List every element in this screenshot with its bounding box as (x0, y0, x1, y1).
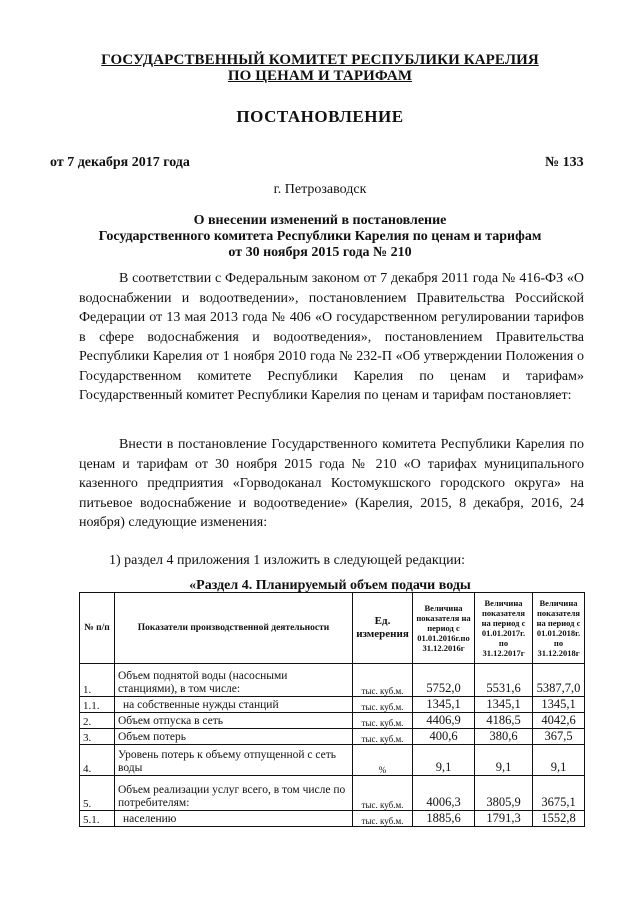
row-indicator: Объем поднятой воды (насосными станциями), в том числе: (115, 664, 353, 697)
row-no: 5.1. (80, 811, 115, 827)
document-number: № 133 (545, 155, 584, 170)
row-value-2016: 4406,9 (413, 713, 475, 729)
header-2016: Величина показателя на период с 01.01.2016г.по 31.12.2016г (413, 593, 475, 664)
row-value-2016: 4006,3 (413, 776, 475, 811)
row-value-2018: 1345,1 (533, 697, 585, 713)
row-unit: тыс. куб.м. (353, 811, 413, 827)
document-date: от 7 декабря 2017 года (50, 155, 190, 170)
row-no: 4. (80, 745, 115, 776)
table-row (80, 776, 585, 811)
row-no: 5. (80, 776, 115, 811)
amendment-item-1: 1) раздел 4 приложения 1 изложить в следующей редакции: (109, 553, 465, 568)
row-value-2016: 9,1 (413, 745, 475, 776)
row-indicator: Объем потерь (115, 729, 353, 745)
row-indicator: Уровень потерь к объему отпущенной с сеть воды (115, 745, 353, 776)
row-unit: тыс. куб.м. (353, 697, 413, 713)
row-value-2018: 3675,1 (533, 776, 585, 811)
row-unit: тыс. куб.м. (353, 776, 413, 811)
row-value-2017: 1791,3 (475, 811, 533, 827)
subject-line1: О внесении изменений в постановление (193, 213, 447, 228)
row-value-2018: 5387,7,0 (533, 664, 585, 697)
row-value-2017: 1345,1 (475, 697, 533, 713)
table-row (80, 697, 585, 713)
table-title: «Раздел 4. Планируемый объем подачи воды (189, 578, 471, 593)
row-value-2016: 5752,0 (413, 664, 475, 697)
organization-name-line2: ПО ЦЕНАМ И ТАРИФАМ (227, 68, 413, 84)
resolution-paragraph (79, 435, 584, 533)
row-value-2018: 9,1 (533, 745, 585, 776)
table-row (80, 811, 585, 827)
row-indicator: Объем отпуска в сеть (115, 713, 353, 729)
row-value-2017: 4186,5 (475, 713, 533, 729)
row-value-2018: 1552,8 (533, 811, 585, 827)
header-2017: Величина показателя на период с 01.01.2017г. по 31.12.2017г (475, 593, 533, 664)
row-no: 3. (80, 729, 115, 745)
row-indicator: населению (115, 811, 353, 827)
row-value-2017: 3805,9 (475, 776, 533, 811)
row-value-2016: 400,6 (413, 729, 475, 745)
row-no: 1. (80, 664, 115, 697)
header-unit: Ед. измерения (353, 593, 413, 664)
document-subject (0, 213, 640, 261)
header-2018: Величина показателя на период с 01.01.2018г. по 31.12.2018г (533, 593, 585, 664)
city: г. Петрозаводск (273, 182, 367, 197)
table-row (80, 729, 585, 745)
row-value-2017: 5531,6 (475, 664, 533, 697)
preamble-text: В соответствии с Федеральным законом от 7 декабря 2011 года № 416-ФЗ «О водоснабжении и водоотведении», постановлением Правительства Российской Федерации от 13 мая 2013 года № 406 «О государственном регулировании тарифов в сфере водоснабжения и водоотведения», постановлением Правительства Республики Карелия от 1 ноября 2010 года № 232-П «Об утверждении Положения о Государственном комитете Республики Карелия по ценам и тарифам» Государственный комитет Республики Карелия по ценам и тарифам постановляет: (79, 271, 584, 403)
row-unit: тыс. куб.м. (353, 729, 413, 745)
table-header-row (80, 593, 585, 664)
row-value-2017: 9,1 (475, 745, 533, 776)
preamble-paragraph (79, 269, 584, 406)
row-value-2018: 367,5 (533, 729, 585, 745)
row-indicator: на собственные нужды станций (115, 697, 353, 713)
row-no: 1.1. (80, 697, 115, 713)
resolution-text: Внести в постановление Государственного комитета Республики Карелия по ценам и тарифам от 30 ноября 2015 года № 210 «О тарифах муниципального казенного предприятия «Горводоканал Костомукшского городского округа» на питьевое водоснабжение и водоотведение» (Карелия, 2015, 8 декабря, 2016, 24 ноября) следующие изменения: (79, 437, 584, 530)
row-value-2016: 1885,6 (413, 811, 475, 827)
row-unit: % (353, 745, 413, 776)
table-row (80, 664, 585, 697)
subject-line3: от 30 ноября 2015 года № 210 (228, 245, 412, 260)
subject-line2: Государственного комитета Республики Карелия по ценам и тарифам (98, 229, 542, 244)
document-type-title: ПОСТАНОВЛЕНИЕ (236, 107, 404, 126)
table-row (80, 745, 585, 776)
organization-name-line1: ГОСУДАРСТВЕННЫЙ КОМИТЕТ РЕСПУБЛИКИ КАРЕЛИЯ (101, 52, 539, 68)
row-value-2017: 380,6 (475, 729, 533, 745)
water-supply-volume-table (79, 592, 585, 827)
row-indicator: Объем реализации услуг всего, в том числе по потребителям: (115, 776, 353, 811)
table-row (80, 713, 585, 729)
row-unit: тыс. куб.м. (353, 713, 413, 729)
row-unit: тыс. куб.м. (353, 664, 413, 697)
header-no: № п/п (80, 593, 115, 664)
row-no: 2. (80, 713, 115, 729)
row-value-2018: 4042,6 (533, 713, 585, 729)
header-indicator: Показатели производственной деятельности (115, 593, 353, 664)
row-value-2016: 1345,1 (413, 697, 475, 713)
